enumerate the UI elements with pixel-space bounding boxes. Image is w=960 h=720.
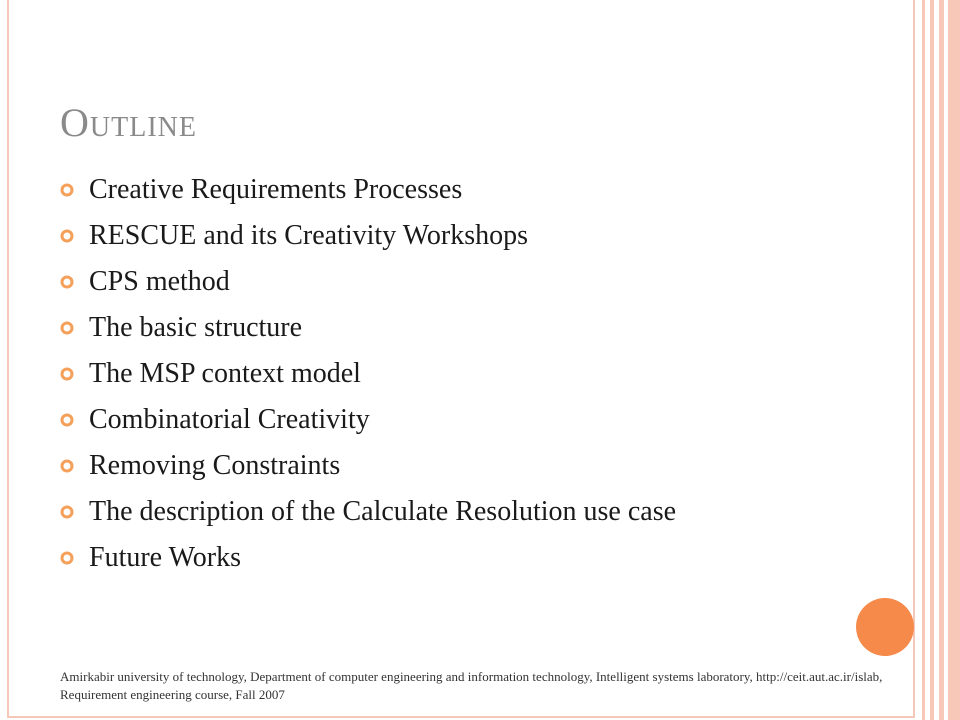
outline-item-label: Creative Requirements Processes — [89, 174, 463, 205]
side-stripe — [930, 0, 934, 720]
outline-item — [60, 540, 880, 575]
outline-item-label: Combinatorial Creativity — [89, 404, 370, 435]
outline-item-label: The basic structure — [89, 312, 303, 343]
ring-bullet-icon — [60, 367, 74, 381]
side-stripe — [939, 0, 944, 720]
outline-item-label: The description of the Calculate Resolution use case — [89, 496, 677, 527]
side-stripe — [922, 0, 925, 720]
ring-bullet-icon — [60, 459, 74, 473]
outline-item — [60, 356, 880, 391]
slide-title: Outline — [60, 100, 197, 145]
side-stripe — [948, 0, 960, 720]
ring-bullet-icon — [60, 183, 74, 197]
ring-bullet-icon — [60, 321, 74, 335]
outline-item — [60, 218, 880, 253]
outline-item-label: CPS method — [89, 266, 230, 297]
outline-item — [60, 172, 880, 207]
outline-item — [60, 494, 880, 529]
ring-bullet-icon — [60, 413, 74, 427]
ring-bullet-icon — [60, 505, 74, 519]
outline-item — [60, 264, 880, 299]
outline-list — [60, 172, 880, 586]
outline-item-label: RESCUE and its Creativity Workshops — [89, 220, 529, 251]
ring-bullet-icon — [60, 229, 74, 243]
footer-text: Amirkabir university of technology, Department of computer engineering and information technology, Intelligent systems laboratory, http://ceit.aut.ac.ir/islab, Requirement engineering course, Fall 2007 — [60, 669, 883, 702]
outline-item-label: Future Works — [89, 542, 242, 573]
outline-item — [60, 448, 880, 483]
ring-bullet-icon — [60, 551, 74, 565]
ring-bullet-icon — [60, 275, 74, 289]
outline-item — [60, 402, 880, 437]
outline-item-label: Removing Constraints — [89, 450, 341, 481]
outline-item-label: The MSP context model — [89, 358, 361, 389]
outline-item — [60, 310, 880, 345]
orange-circle-icon — [856, 598, 914, 656]
